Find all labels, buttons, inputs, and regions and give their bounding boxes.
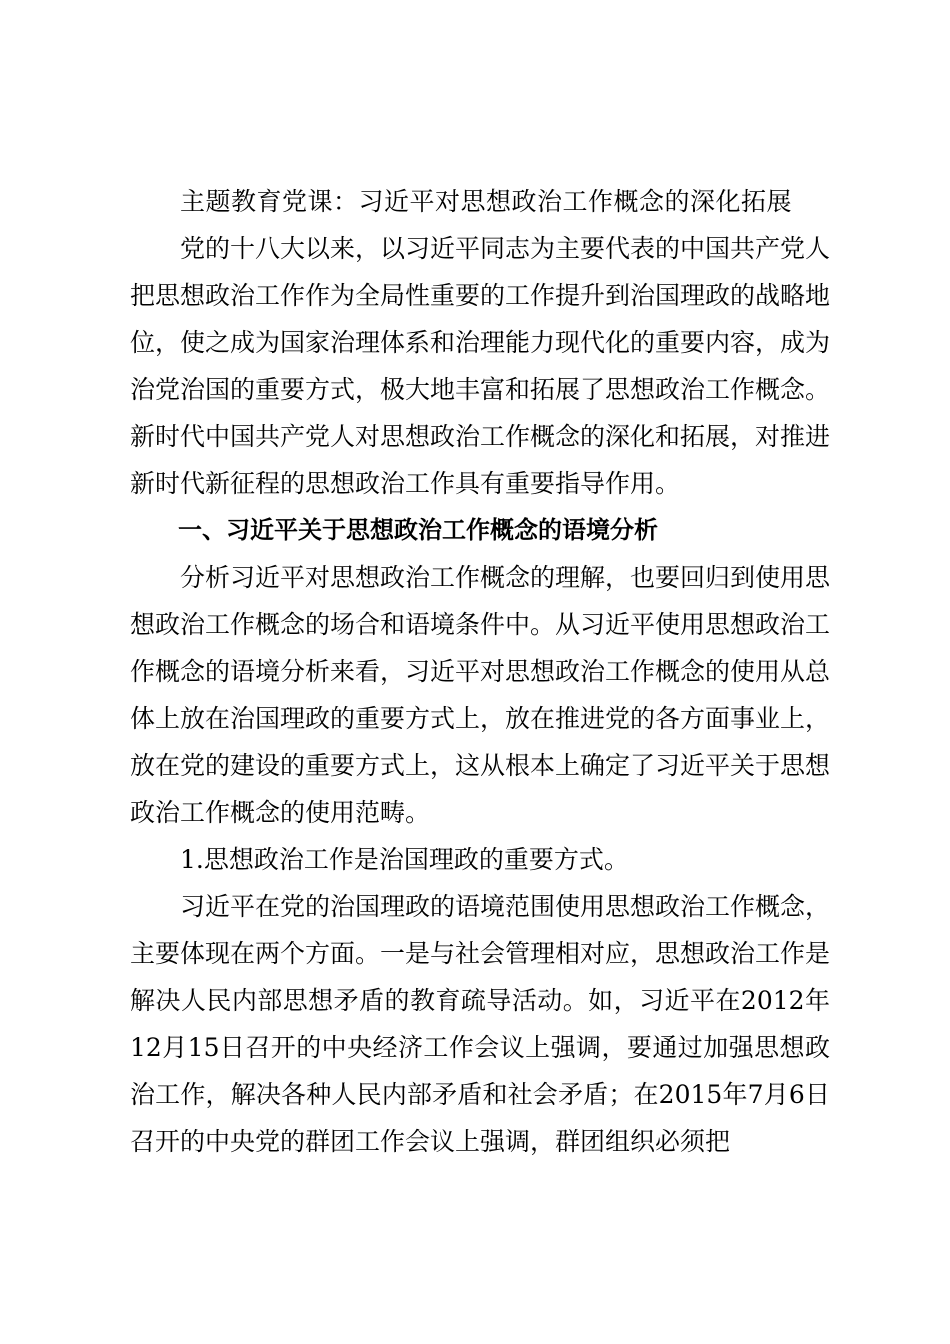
document-title: 主题教育党课：习近平对思想政治工作概念的深化拓展 [180,187,793,216]
subsection-1-paragraph: 习近平在党的治国理政的语境范围使用思想政治工作概念，主要体现在两个方面。一是与社会管理相对应，思想政治工作是解决人民内部思想矛盾的教育疏导活动。如，习近平在2012年12月15日召开的中央经济工作会议上强调，要通过加强思想政治工作，解决各种人民内部矛盾和社会矛盾；在2015年7月6日召开的中央党的群团工作会议上强调，群团组织必须把 [130,892,831,1156]
section-1-paragraph: 分析习近平对思想政治工作概念的理解，也要回归到使用思想政治工作概念的场合和语境条件中。从习近平使用思想政治工作概念的语境分析来看，习近平对思想政治工作概念的使用从总体上放在治国理政的重要方式上，放在推进党的各方面事业上，放在党的建设的重要方式上，这从根本上确定了习近平关于思想政治工作概念的使用范畴。 [130,563,831,827]
document-page [130,178,830,1165]
subheading-1: 1.思想政治工作是治国理政的重要方式。 [180,845,629,874]
section-heading-1: 一、习近平关于思想政治工作概念的语境分析 [178,516,658,544]
intro-paragraph: 党的十八大以来，以习近平同志为主要代表的中国共产党人把思想政治工作作为全局性重要的工作提升到治国理政的战略地位，使之成为国家治理体系和治理能力现代化的重要内容，成为治党治国的重要方式，极大地丰富和拓展了思想政治工作概念。新时代中国共产党人对思想政治工作概念的深化和拓展，对推进新时代新征程的思想政治工作具有重要指导作用。 [130,234,831,498]
